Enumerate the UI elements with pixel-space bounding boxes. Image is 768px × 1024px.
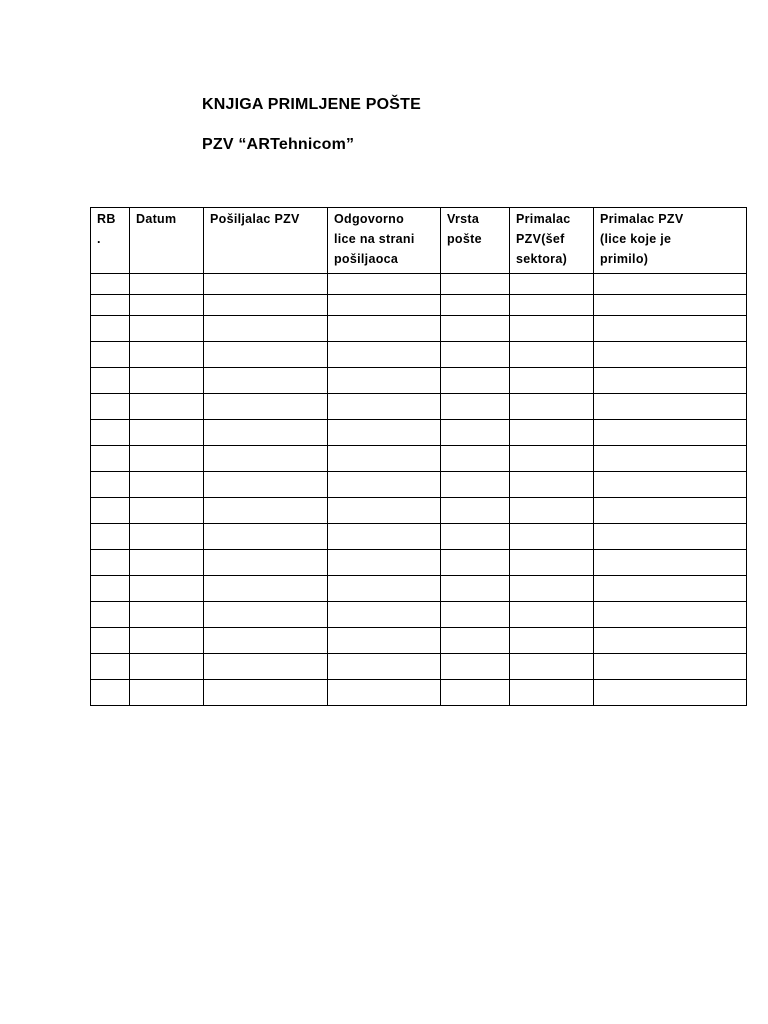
table-cell: [130, 654, 204, 680]
table-cell: [91, 550, 130, 576]
table-cell: [510, 498, 594, 524]
table-cell: [204, 680, 328, 706]
table-row: [91, 295, 747, 316]
table-cell: [510, 576, 594, 602]
header-cell-sender: Pošiljalac PZV: [204, 208, 328, 274]
table-cell: [91, 368, 130, 394]
table-cell: [130, 576, 204, 602]
table-cell: [441, 472, 510, 498]
table-cell: [328, 550, 441, 576]
table-row: [91, 602, 747, 628]
table-cell: [204, 498, 328, 524]
table-cell: [130, 472, 204, 498]
table-cell: [328, 295, 441, 316]
table-cell: [328, 316, 441, 342]
table-cell: [130, 342, 204, 368]
table-cell: [130, 446, 204, 472]
table-cell: [328, 420, 441, 446]
table-cell: [204, 342, 328, 368]
table-cell: [328, 274, 441, 295]
table-cell: [204, 295, 328, 316]
table-cell: [204, 628, 328, 654]
table-cell: [91, 446, 130, 472]
table-row: [91, 654, 747, 680]
table-cell: [328, 498, 441, 524]
table-cell: [510, 446, 594, 472]
table-cell: [510, 316, 594, 342]
table-cell: [91, 680, 130, 706]
table-cell: [328, 602, 441, 628]
table-cell: [441, 316, 510, 342]
header-cell-rb: RB .: [91, 208, 130, 274]
table-cell: [510, 394, 594, 420]
table-cell: [594, 394, 747, 420]
table-cell: [204, 394, 328, 420]
table-cell: [130, 628, 204, 654]
header-cell-responsible-person: Odgovorno lice na strani pošiljaoca: [328, 208, 441, 274]
table-row: [91, 524, 747, 550]
table-cell: [594, 680, 747, 706]
table-row: [91, 316, 747, 342]
table-cell: [130, 420, 204, 446]
table-cell: [510, 602, 594, 628]
table-cell: [130, 274, 204, 295]
table-cell: [328, 576, 441, 602]
table-row: [91, 274, 747, 295]
table-cell: [130, 550, 204, 576]
table-cell: [130, 394, 204, 420]
table-cell: [441, 295, 510, 316]
table-cell: [441, 274, 510, 295]
table-cell: [130, 498, 204, 524]
table-cell: [204, 654, 328, 680]
table-cell: [204, 472, 328, 498]
table-cell: [510, 295, 594, 316]
table-cell: [510, 274, 594, 295]
table-cell: [91, 602, 130, 628]
table-cell: [328, 342, 441, 368]
table-cell: [130, 368, 204, 394]
table-cell: [594, 498, 747, 524]
table-cell: [594, 550, 747, 576]
table-cell: [91, 628, 130, 654]
table-row: [91, 446, 747, 472]
table-cell: [510, 654, 594, 680]
table-cell: [594, 420, 747, 446]
table-cell: [204, 420, 328, 446]
table-row: [91, 368, 747, 394]
table-cell: [204, 316, 328, 342]
table-row: [91, 394, 747, 420]
table-cell: [91, 394, 130, 420]
table-cell: [91, 498, 130, 524]
table-cell: [204, 274, 328, 295]
table-cell: [594, 316, 747, 342]
table-cell: [510, 524, 594, 550]
table-cell: [441, 420, 510, 446]
table-cell: [441, 368, 510, 394]
table-cell: [441, 498, 510, 524]
table-row: [91, 472, 747, 498]
header-cell-recipient-head: Primalac PZV(šef sektora): [510, 208, 594, 274]
table-cell: [441, 654, 510, 680]
table-cell: [594, 368, 747, 394]
table-cell: [204, 446, 328, 472]
table-cell: [441, 446, 510, 472]
table-cell: [204, 576, 328, 602]
table-cell: [441, 602, 510, 628]
table-cell: [91, 524, 130, 550]
table-cell: [204, 602, 328, 628]
table-row: [91, 576, 747, 602]
table-cell: [441, 524, 510, 550]
table-cell: [510, 550, 594, 576]
table-cell: [328, 654, 441, 680]
table-row: [91, 628, 747, 654]
table-cell: [510, 342, 594, 368]
table-cell: [594, 524, 747, 550]
table-cell: [441, 550, 510, 576]
table-cell: [91, 316, 130, 342]
table-cell: [130, 295, 204, 316]
table-row: [91, 498, 747, 524]
table-cell: [510, 472, 594, 498]
table-cell: [328, 472, 441, 498]
table-body: [91, 274, 747, 706]
table-cell: [594, 628, 747, 654]
table-cell: [328, 524, 441, 550]
table-cell: [510, 628, 594, 654]
table-cell: [91, 472, 130, 498]
table-cell: [328, 394, 441, 420]
document-title: KNJIGA PRIMLJENE POŠTE: [202, 96, 421, 113]
table-cell: [510, 420, 594, 446]
table-cell: [91, 576, 130, 602]
table-cell: [594, 472, 747, 498]
table-cell: [130, 680, 204, 706]
table-cell: [441, 342, 510, 368]
table-cell: [91, 420, 130, 446]
table-header-row: [91, 208, 747, 274]
table-cell: [328, 446, 441, 472]
table-cell: [594, 576, 747, 602]
table-cell: [594, 446, 747, 472]
document-subtitle: PZV “ARTehnicom”: [202, 136, 355, 153]
table-cell: [130, 316, 204, 342]
table-cell: [594, 295, 747, 316]
header-cell-mail-type: Vrsta pošte: [441, 208, 510, 274]
table-cell: [91, 295, 130, 316]
table-row: [91, 342, 747, 368]
table-cell: [130, 602, 204, 628]
table-cell: [594, 654, 747, 680]
table-cell: [510, 368, 594, 394]
header-cell-datum: Datum: [130, 208, 204, 274]
table-cell: [328, 680, 441, 706]
table-cell: [204, 368, 328, 394]
table-cell: [328, 368, 441, 394]
table-cell: [594, 602, 747, 628]
mail-register-table: [90, 207, 747, 706]
table-cell: [328, 628, 441, 654]
table-cell: [91, 654, 130, 680]
table-cell: [91, 274, 130, 295]
table-row: [91, 420, 747, 446]
table-cell: [441, 394, 510, 420]
table-cell: [594, 342, 747, 368]
table-cell: [441, 576, 510, 602]
table-cell: [594, 274, 747, 295]
table-row: [91, 680, 747, 706]
table-cell: [204, 524, 328, 550]
table-cell: [441, 628, 510, 654]
table-cell: [91, 342, 130, 368]
table-cell: [510, 680, 594, 706]
table-cell: [204, 550, 328, 576]
header-cell-recipient-person: Primalac PZV (lice koje je primilo): [594, 208, 747, 274]
table-cell: [130, 524, 204, 550]
table-cell: [441, 680, 510, 706]
table-row: [91, 550, 747, 576]
